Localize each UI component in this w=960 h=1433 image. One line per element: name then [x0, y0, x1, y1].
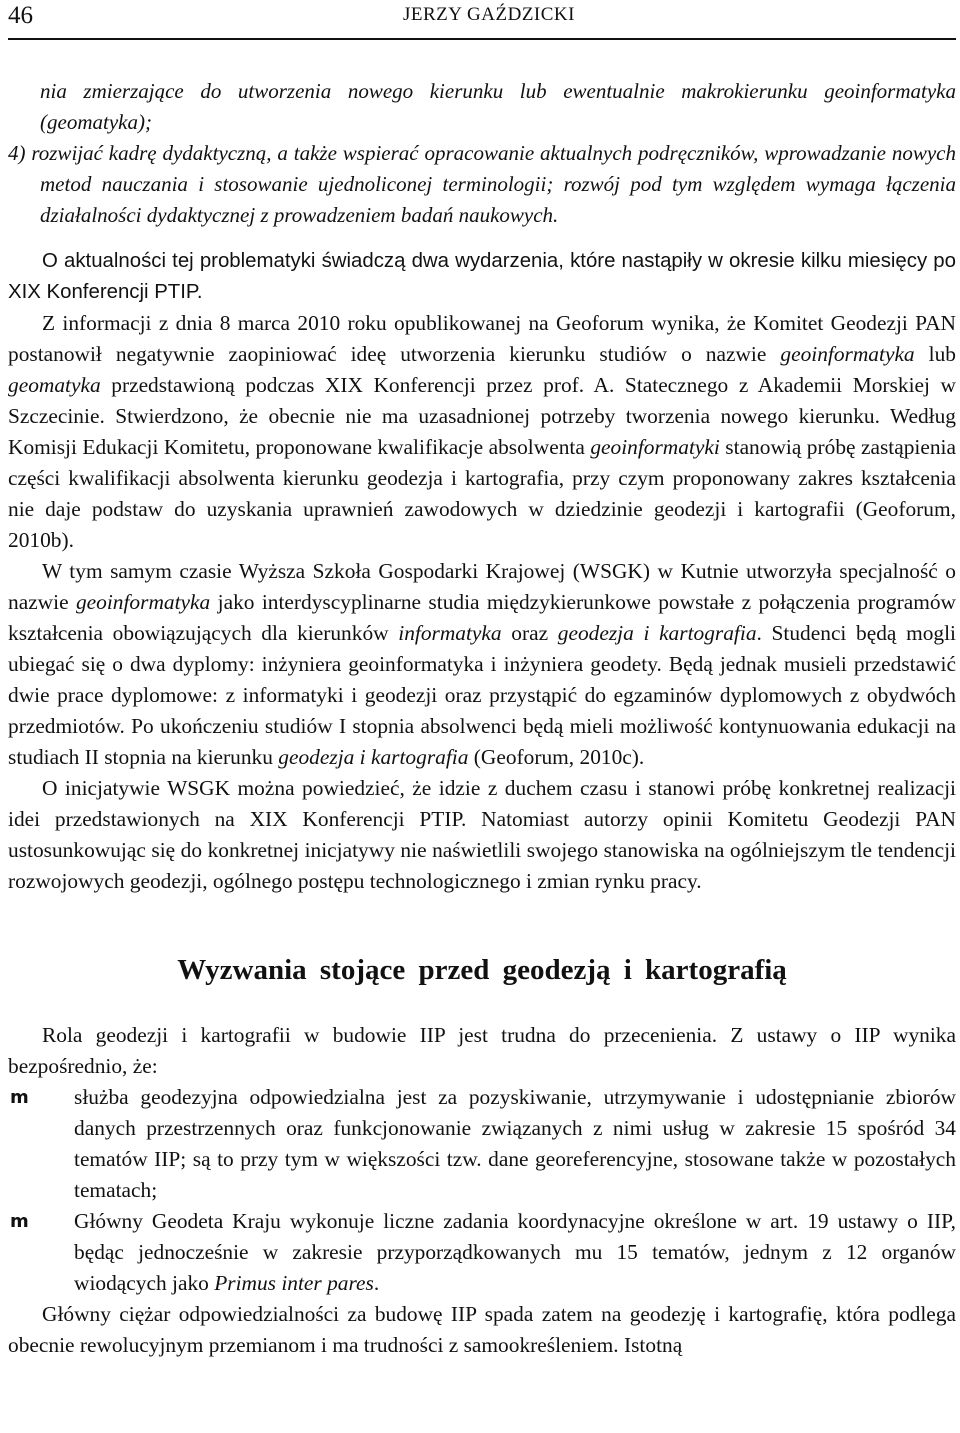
- document-page: [8, 0, 956, 1361]
- p2-term-geoinformatyki: geoinformatyki: [590, 435, 720, 459]
- paragraph-3: [8, 556, 956, 773]
- document-body: [8, 76, 956, 1361]
- bullet-list: [8, 1082, 956, 1299]
- p2-term-geomatyka: geomatyka: [8, 373, 101, 397]
- list-item: [8, 1206, 956, 1299]
- p3-text: (Geoforum, 2010c).: [468, 745, 645, 769]
- bullet2-text: Główny Geodeta Kraju wykonuje liczne zadania koordynacyjne określone w art. 19 ustawy o IIP, będąc jednocześnie w zakresie przyporządkowanych mu 15 tematów, jednym z 12 organów wiodących jako: [74, 1209, 956, 1295]
- p3-text: oraz: [501, 621, 558, 645]
- p3-term: geodezja i kartografia: [278, 745, 469, 769]
- p3-text: jako interdyscyplinarne studia międzykierunkowe powstałe z połączenia programów kształcenia obowiązujących dla kierunków: [8, 590, 956, 645]
- paragraph-4: O inicjatywie WSGK można powiedzieć, że idzie z duchem czasu i stanowi próbę konkretnej realizacji idei przedstawionych na XIX Konferencji PTIP. Natomiast autorzy opinii Komitetu Geodezji PAN ustosunkowując się do konkretnej inicjatywy nie naświetlili swojego stanowiska na ogólniejszym tle tendencji rozwojowych geodezji, ogólnego postępu technologicznego i zmian rynku pracy.: [8, 776, 956, 893]
- closing-paragraph: Główny ciężar odpowiedzialności za budowę IIP spada zatem na geodezję i kartografię, która podlega obecnie rewolucyjnym przemianom i ma trudności z samookreśleniem. Istotną: [8, 1302, 956, 1357]
- running-head-author: JERZY GAŹDZICKI: [403, 4, 575, 25]
- p3-text: . Studenci będą mogli ubiegać się o dwa dyplomy: inżyniera geoinformatyka i inżyniera geodety. Będą jednak musieli przedstawić dwie prace dyplomowe: z informatyki i geodezji oraz przystąpić do egzaminów dyplomowych z obydwóch przedmiotów. Po ukończeniu studiów I stopnia absolwenci będą mieli możliwość kontynuowania edukacji na studiach II stopnia na kierunku: [8, 621, 956, 769]
- bullet-icon: m: [10, 1087, 29, 1108]
- paragraph-1: O aktualności tej problematyki świadczą dwa wydarzenia, które nastąpiły w okresie kilku miesięcy po XIX Konferencji PTIP.: [8, 250, 956, 303]
- bullet-text: [74, 1209, 956, 1295]
- bullet-text: służba geodezyjna odpowiedzialna jest za pozyskiwanie, utrzymywanie i udostępnianie zbiorów danych przestrzennych oraz funkcjonowanie związanych z nimi usług w zakresie 15 spośród 34 tematów IIP; są to przy tym w większości tzw. dane georeferencyjne, stosowane także w pozostałych tematach;: [74, 1085, 956, 1202]
- bullet2-text: .: [373, 1271, 380, 1295]
- bullet-icon: m: [10, 1211, 29, 1232]
- section-heading: Wyzwania stojące przed geodezją i kartografią: [177, 954, 787, 986]
- list-item-3-tail: nia zmierzające do utworzenia nowego kierunku lub ewentualnie makrokierunku geoinformatyka (geomatyka);: [40, 79, 956, 134]
- p2-term-geoinformatyka: geoinformatyka: [780, 342, 915, 366]
- p2-text: stanowią próbę zastąpienia części kwalifikacji absolwenta kierunku geodezja i kartografia, przy czym proponowany zakres kształcenia nie daje podstaw do uzyskania uprawnień zawodowych w dziedzinie geodezji i kartografii (Geoforum, 2010b).: [8, 435, 956, 552]
- p3-term: informatyka: [398, 621, 502, 645]
- bullet2-term: Primus inter pares: [214, 1271, 374, 1295]
- list-item-4: 4) rozwijać kadrę dydaktyczną, a także wspierać opracowanie aktualnych podręczników, wprowadzanie nowych metod nauczania i stosowanie ujednoliconej terminologii; rozwój pod tym względem wymaga łączenia działalności dydaktycznej z prowadzeniem badań naukowych.: [8, 141, 956, 227]
- running-header: [8, 0, 956, 40]
- section-intro: Rola geodezji i kartografii w budowie IIP jest trudna do przecenienia. Z ustawy o IIP wynika bezpośrednio, że:: [8, 1023, 956, 1078]
- p3-term: geoinformatyka: [75, 590, 211, 614]
- list-item: [8, 1082, 956, 1206]
- p3-text: W tym samym czasie Wyższa Szkoła Gospodarki Krajowej (WSGK) w Kutnie utworzyła specjalność o nazwie: [8, 559, 956, 614]
- p2-text: Z informacji z dnia 8 marca 2010 roku opublikowanej na Geoforum wynika, że Komitet Geodezji PAN postanowił negatywnie zaopiniować ideę utworzenia kierunku studiów o nazwie: [8, 311, 956, 366]
- p2-text: przedstawioną podczas XIX Konferencji przez prof. A. Statecznego z Akademii Morskiej w Szczecinie. Stwierdzono, że obecnie nie ma uzasadnionej potrzeby tworzenia nowego kierunku. Według Komisji Edukacji Komitetu, proponowane kwalifikacje absolwenta: [8, 373, 956, 459]
- paragraph-2: [8, 308, 956, 556]
- page-number: 46: [8, 2, 33, 29]
- list-continuation: [8, 76, 956, 231]
- p3-term: geodezja i kartografia: [557, 621, 757, 645]
- p2-text: lub: [914, 342, 956, 366]
